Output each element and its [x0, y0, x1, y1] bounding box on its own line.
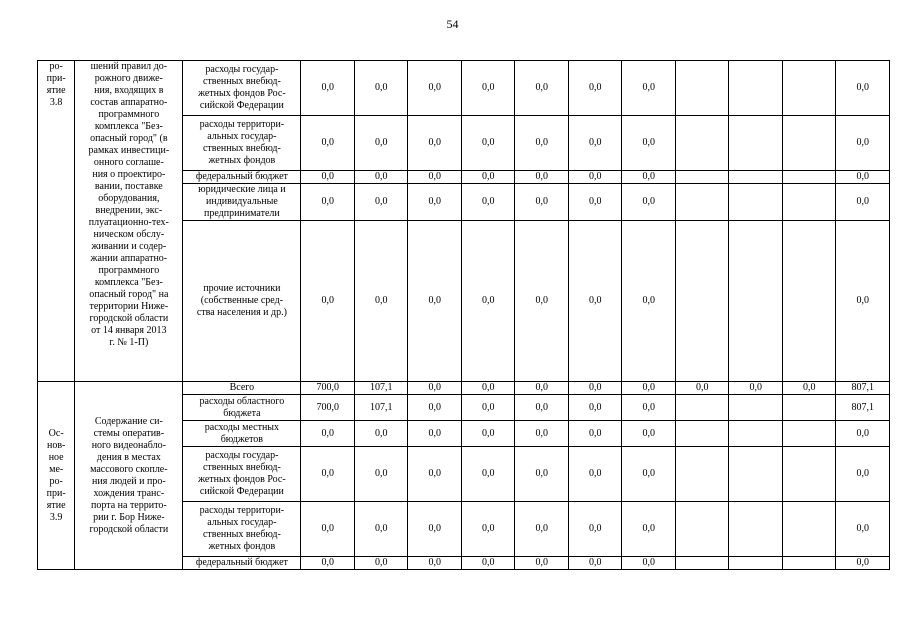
- funding-source: расходы территори- альных государ- ственных внебюд- жетных фондов: [183, 502, 301, 557]
- value-cell: 0,0: [622, 221, 676, 382]
- value-cell: [675, 421, 729, 447]
- value-cell: 0,0: [461, 557, 515, 570]
- value-cell: 107,1: [354, 395, 408, 421]
- value-cell: 0,0: [622, 421, 676, 447]
- value-cell: 0,0: [354, 557, 408, 570]
- value-cell: 0,0: [354, 421, 408, 447]
- value-cell: 0,0: [408, 61, 462, 116]
- value-cell: 0,0: [301, 116, 355, 171]
- value-cell: [782, 557, 836, 570]
- value-cell: [782, 184, 836, 221]
- value-cell: 0,0: [301, 447, 355, 502]
- value-cell: [675, 171, 729, 184]
- value-cell: [675, 184, 729, 221]
- value-cell: 0,0: [515, 421, 569, 447]
- value-cell: 700,0: [301, 395, 355, 421]
- value-cell: 0,0: [515, 61, 569, 116]
- value-cell: 0,0: [836, 421, 890, 447]
- value-cell: 0,0: [354, 447, 408, 502]
- value-cell: 0,0: [568, 421, 622, 447]
- value-cell: 0,0: [301, 171, 355, 184]
- value-cell: 0,0: [461, 116, 515, 171]
- funding-source: юридические лица и индивидуальные предприниматели: [183, 184, 301, 221]
- value-cell: 0,0: [408, 447, 462, 502]
- measure-name: Содержание си- стемы оператив- ного видеонабло- дения в местах массового скопле- ния людей и про- хождения транс- порта на террито- рии г. Бор Ниже- городской области: [75, 382, 183, 570]
- value-cell: 0,0: [301, 61, 355, 116]
- value-cell: 0,0: [622, 395, 676, 421]
- value-cell: 0,0: [836, 557, 890, 570]
- value-cell: 807,1: [836, 395, 890, 421]
- value-cell: 0,0: [836, 61, 890, 116]
- value-cell: 0,0: [515, 447, 569, 502]
- funding-source: расходы областного бюджета: [183, 395, 301, 421]
- value-cell: 0,0: [301, 184, 355, 221]
- value-cell: 0,0: [515, 184, 569, 221]
- value-cell: 0,0: [836, 221, 890, 382]
- value-cell: 0,0: [301, 557, 355, 570]
- funding-source: расходы территори- альных государ- ственных внебюд- жетных фондов: [183, 116, 301, 171]
- value-cell: 0,0: [408, 395, 462, 421]
- value-cell: 0,0: [461, 382, 515, 395]
- value-cell: 0,0: [782, 382, 836, 395]
- value-cell: 0,0: [515, 171, 569, 184]
- value-cell: 0,0: [515, 395, 569, 421]
- value-cell: 0,0: [354, 61, 408, 116]
- value-cell: 0,0: [301, 221, 355, 382]
- value-cell: 0,0: [408, 184, 462, 221]
- value-cell: 0,0: [836, 184, 890, 221]
- value-cell: [782, 116, 836, 171]
- value-cell: [729, 421, 783, 447]
- value-cell: [675, 61, 729, 116]
- value-cell: 0,0: [515, 116, 569, 171]
- value-cell: [675, 557, 729, 570]
- value-cell: 0,0: [515, 382, 569, 395]
- funding-source: расходы местных бюджетов: [183, 421, 301, 447]
- value-cell: 0,0: [622, 382, 676, 395]
- value-cell: 0,0: [568, 502, 622, 557]
- value-cell: [675, 116, 729, 171]
- value-cell: 0,0: [461, 447, 515, 502]
- value-cell: 0,0: [568, 61, 622, 116]
- funding-source: расходы государ- ственных внебюд- жетных фондов Рос- сийской Федерации: [183, 447, 301, 502]
- value-cell: 0,0: [408, 116, 462, 171]
- value-cell: 0,0: [836, 502, 890, 557]
- value-cell: 0,0: [622, 61, 676, 116]
- value-cell: 0,0: [568, 557, 622, 570]
- value-cell: 0,0: [836, 171, 890, 184]
- value-cell: [782, 171, 836, 184]
- funding-source: расходы государ- ственных внебюд- жетных фондов Рос- сийской Федерации: [183, 61, 301, 116]
- value-cell: 0,0: [461, 221, 515, 382]
- value-cell: 0,0: [836, 116, 890, 171]
- value-cell: [782, 502, 836, 557]
- value-cell: 0,0: [622, 557, 676, 570]
- value-cell: [675, 395, 729, 421]
- value-cell: 0,0: [301, 502, 355, 557]
- value-cell: [729, 171, 783, 184]
- value-cell: 0,0: [461, 184, 515, 221]
- value-cell: 0,0: [568, 116, 622, 171]
- value-cell: 0,0: [354, 171, 408, 184]
- value-cell: 0,0: [836, 447, 890, 502]
- value-cell: 0,0: [461, 421, 515, 447]
- value-cell: 0,0: [622, 171, 676, 184]
- value-cell: [675, 502, 729, 557]
- value-cell: 0,0: [568, 447, 622, 502]
- value-cell: 0,0: [354, 116, 408, 171]
- value-cell: 0,0: [461, 395, 515, 421]
- value-cell: 0,0: [568, 171, 622, 184]
- value-cell: 0,0: [461, 61, 515, 116]
- value-cell: 0,0: [568, 395, 622, 421]
- value-cell: 0,0: [408, 171, 462, 184]
- value-cell: [782, 447, 836, 502]
- value-cell: 807,1: [836, 382, 890, 395]
- value-cell: 0,0: [515, 557, 569, 570]
- value-cell: 0,0: [622, 184, 676, 221]
- table-row: [38, 61, 890, 116]
- value-cell: 107,1: [354, 382, 408, 395]
- value-cell: 0,0: [568, 221, 622, 382]
- table-row: [38, 382, 890, 395]
- value-cell: [782, 421, 836, 447]
- value-cell: [729, 61, 783, 116]
- value-cell: 0,0: [568, 382, 622, 395]
- value-cell: [729, 184, 783, 221]
- value-cell: 0,0: [354, 502, 408, 557]
- funding-source: федеральный бюджет: [183, 557, 301, 570]
- value-cell: 0,0: [675, 382, 729, 395]
- value-cell: 0,0: [408, 502, 462, 557]
- value-cell: 0,0: [354, 184, 408, 221]
- funding-source: прочие источники (собственные сред- ства населения и др.): [183, 221, 301, 382]
- value-cell: 0,0: [301, 421, 355, 447]
- value-cell: 0,0: [408, 421, 462, 447]
- value-cell: [729, 116, 783, 171]
- value-cell: 0,0: [622, 447, 676, 502]
- value-cell: 0,0: [729, 382, 783, 395]
- funding-source: Всего: [183, 382, 301, 395]
- value-cell: 0,0: [515, 221, 569, 382]
- value-cell: 0,0: [461, 171, 515, 184]
- value-cell: [782, 61, 836, 116]
- budget-table: [37, 60, 890, 570]
- measure-name: шений правил до- рожного движе- ния, входящих в состав аппаратно- программного комплекса "Без- опасный город" (в рамках инвестици- онного соглаше- ния о проектиро- вании, поставке оборудования, внедрении, экс- плуатационно-тех- ническом обслу- живании и содер- жании аппаратно- программного комплекса "Без- опасный город" на территории Ниже- городской области от 14 января 2013 г. № 1-П): [75, 61, 183, 382]
- funding-source: федеральный бюджет: [183, 171, 301, 184]
- value-cell: 0,0: [461, 502, 515, 557]
- measure-code: ро- при- ятие 3.8: [38, 61, 75, 382]
- value-cell: [782, 395, 836, 421]
- value-cell: [729, 395, 783, 421]
- value-cell: 0,0: [568, 184, 622, 221]
- value-cell: 0,0: [408, 557, 462, 570]
- value-cell: [729, 502, 783, 557]
- page-number: 54: [446, 17, 459, 31]
- value-cell: [729, 447, 783, 502]
- value-cell: [782, 221, 836, 382]
- value-cell: 700,0: [301, 382, 355, 395]
- value-cell: [675, 447, 729, 502]
- value-cell: [729, 557, 783, 570]
- value-cell: 0,0: [515, 502, 569, 557]
- value-cell: 0,0: [408, 382, 462, 395]
- value-cell: 0,0: [408, 221, 462, 382]
- value-cell: 0,0: [622, 502, 676, 557]
- value-cell: [729, 221, 783, 382]
- measure-code: Ос- нов- ное ме- ро- при- ятие 3.9: [38, 382, 75, 570]
- value-cell: 0,0: [622, 116, 676, 171]
- value-cell: 0,0: [354, 221, 408, 382]
- value-cell: [675, 221, 729, 382]
